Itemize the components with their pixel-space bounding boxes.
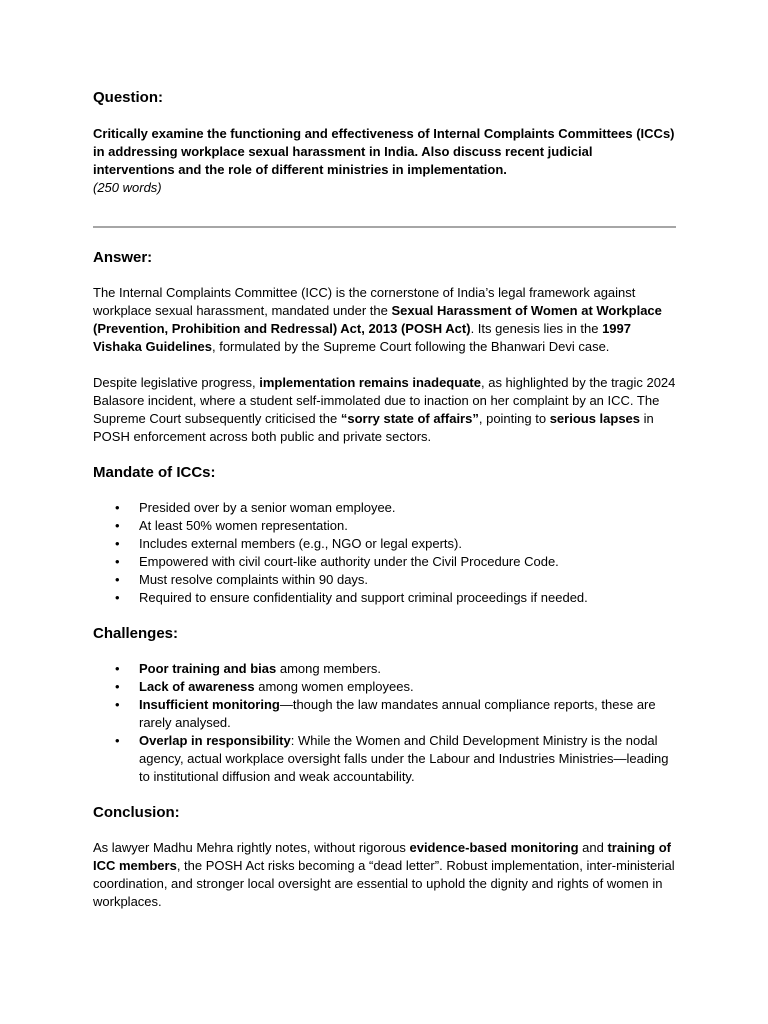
question-heading: Question: bbox=[93, 89, 163, 106]
answer-paragraph-1 bbox=[93, 284, 676, 356]
bullet-icon: • bbox=[115, 518, 120, 533]
list-item bbox=[93, 553, 676, 571]
document-page bbox=[93, 0, 676, 911]
list-item bbox=[93, 696, 676, 732]
challenges-heading: Challenges: bbox=[93, 625, 179, 642]
bold-run: Sexual Harassment of Women at Workplace (Prevention, Prohibition and Redressal) Act, 2013 (POSH Act) bbox=[93, 303, 662, 336]
bullet-icon: • bbox=[115, 733, 120, 748]
text-run: , as highlighted by the tragic 2024 Balasore incident, where a student self-immolated due to inaction on her complaint by an ICC. The Supreme Court subsequently criticised the bbox=[93, 375, 676, 426]
bullet-icon: • bbox=[115, 536, 120, 551]
conclusion-paragraph bbox=[93, 839, 676, 911]
word-limit: (250 words) bbox=[93, 180, 162, 195]
text-run: , formulated by the Supreme Court following the Bhanwari Devi case. bbox=[211, 339, 610, 354]
list-item bbox=[93, 589, 676, 607]
list-item-text: Must resolve complaints within 90 days. bbox=[139, 572, 369, 587]
list-item bbox=[93, 732, 676, 786]
text-run: The Internal Complaints Committee (ICC) is the cornerstone of India’s legal framework against workplace sexual harassment, mandated under the bbox=[93, 285, 636, 318]
bullet-icon: • bbox=[115, 572, 120, 587]
text-run: : While the Women and Child Development Ministry is the nodal agency, actual workplace oversight falls under the Labour and Industries Ministries—leading to institutional diffusion and weak accountability. bbox=[139, 733, 669, 784]
list-item-text: Required to ensure confidentiality and support criminal proceedings if needed. bbox=[139, 590, 588, 605]
bold-run: training of ICC members bbox=[93, 840, 671, 873]
answer-paragraph-2 bbox=[93, 374, 676, 446]
list-item bbox=[93, 517, 676, 535]
text-run: —though the law mandates annual compliance reports, these are rarely analysed. bbox=[139, 697, 656, 730]
bullet-icon: • bbox=[115, 661, 120, 676]
bullet-icon: • bbox=[115, 500, 120, 515]
list-item bbox=[93, 678, 676, 696]
mandate-heading: Mandate of ICCs: bbox=[93, 464, 216, 481]
bold-run: 1997 Vishaka Guidelines bbox=[93, 321, 631, 354]
bold-run: serious lapses bbox=[549, 411, 641, 426]
bullet-icon: • bbox=[115, 554, 120, 569]
list-item bbox=[93, 535, 676, 553]
text-run: . Its genesis lies in the bbox=[470, 321, 603, 336]
bold-run: Overlap in responsibility bbox=[139, 733, 291, 748]
list-item-text: At least 50% women representation. bbox=[139, 518, 348, 533]
text-run: , pointing to bbox=[478, 411, 550, 426]
bullet-icon: • bbox=[115, 679, 120, 694]
challenges-list bbox=[93, 660, 676, 786]
mandate-list bbox=[93, 499, 676, 607]
list-item bbox=[93, 499, 676, 517]
list-item-text: Empowered with civil court-like authority under the Civil Procedure Code. bbox=[139, 554, 559, 569]
bullet-icon: • bbox=[115, 590, 120, 605]
text-run: As lawyer Madhu Mehra rightly notes, without rigorous bbox=[93, 840, 410, 855]
bold-run: implementation remains inadequate bbox=[259, 375, 481, 390]
list-item-text: Presided over by a senior woman employee. bbox=[139, 500, 396, 515]
bold-run: Insufficient monitoring bbox=[139, 697, 280, 712]
question-text: Critically examine the functioning and effectiveness of Internal Complaints Committees (ICCs) in addressing workplace sexual harassment in India. Also discuss recent judicial interventions and the role of different ministries in implementation. bbox=[93, 126, 675, 177]
text-run: , the POSH Act risks becoming a “dead letter”. Robust implementation, inter-ministerial coordination, and stronger local oversight are essential to uphold the dignity and rights of women in workplaces. bbox=[93, 858, 675, 909]
text-run: among women employees. bbox=[254, 679, 414, 694]
bold-run: Lack of awareness bbox=[139, 679, 255, 694]
text-run: and bbox=[578, 840, 608, 855]
text-run: among members. bbox=[276, 661, 382, 676]
answer-heading: Answer: bbox=[93, 249, 153, 266]
text-run: in POSH enforcement across both public and private sectors. bbox=[93, 411, 654, 444]
bold-run: Poor training and bias bbox=[139, 661, 277, 676]
list-item-text: Includes external members (e.g., NGO or legal experts). bbox=[139, 536, 462, 551]
list-item bbox=[93, 571, 676, 589]
bold-run: “sorry state of affairs” bbox=[340, 411, 479, 426]
list-item bbox=[93, 660, 676, 678]
conclusion-heading: Conclusion: bbox=[93, 804, 180, 821]
text-run: Despite legislative progress, bbox=[93, 375, 260, 390]
bold-run: evidence-based monitoring bbox=[409, 840, 579, 855]
bullet-icon: • bbox=[115, 697, 120, 712]
